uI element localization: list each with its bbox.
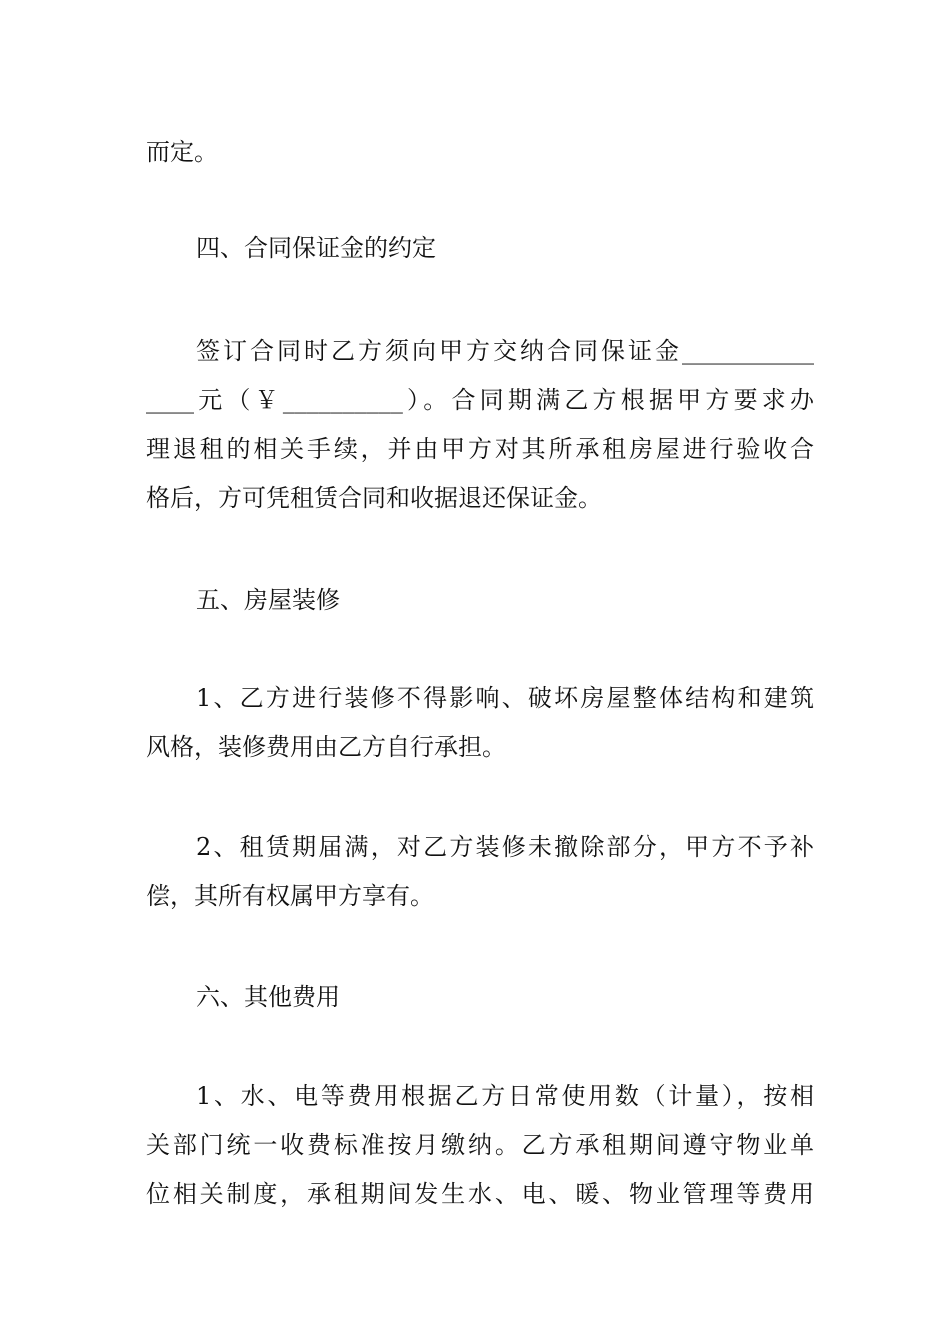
paragraph-line: 1、乙方进行装修不得影响、破坏房屋整体结构和建筑 [196,684,814,712]
section-heading-deposit: 四、合同保证金的约定 [196,234,436,262]
paragraph-line: 格后，方可凭租赁合同和收据退还保证金。 [146,484,602,512]
paragraph-line: 2、租赁期届满，对乙方装修未撤除部分，甲方不予补 [196,833,814,861]
paragraph-line: 风格，装修费用由乙方自行承担。 [146,733,506,761]
paragraph-line: 位相关制度，承租期间发生水、电、暖、物业管理等费用 [146,1180,814,1208]
paragraph-line: 理退租的相关手续，并由甲方对其所承租房屋进行验收合 [146,435,814,463]
paragraph-line: 签订合同时乙方须向甲方交纳合同保证金___________ [196,337,814,365]
section-heading-other-fees: 六、其他费用 [196,983,340,1011]
paragraph-line: 偿，其所有权属甲方享有。 [146,882,434,910]
paragraph-tail-line: 而定。 [146,138,218,166]
paragraph-line: 1、水、电等费用根据乙方日常使用数（计量），按相 [196,1082,814,1110]
paragraph-line: 关部门统一收费标准按月缴纳。乙方承租期间遵守物业单 [146,1131,814,1159]
paragraph-line: ____元（￥__________）。合同期满乙方根据甲方要求办 [146,386,814,414]
section-heading-renovation: 五、房屋装修 [196,586,340,614]
